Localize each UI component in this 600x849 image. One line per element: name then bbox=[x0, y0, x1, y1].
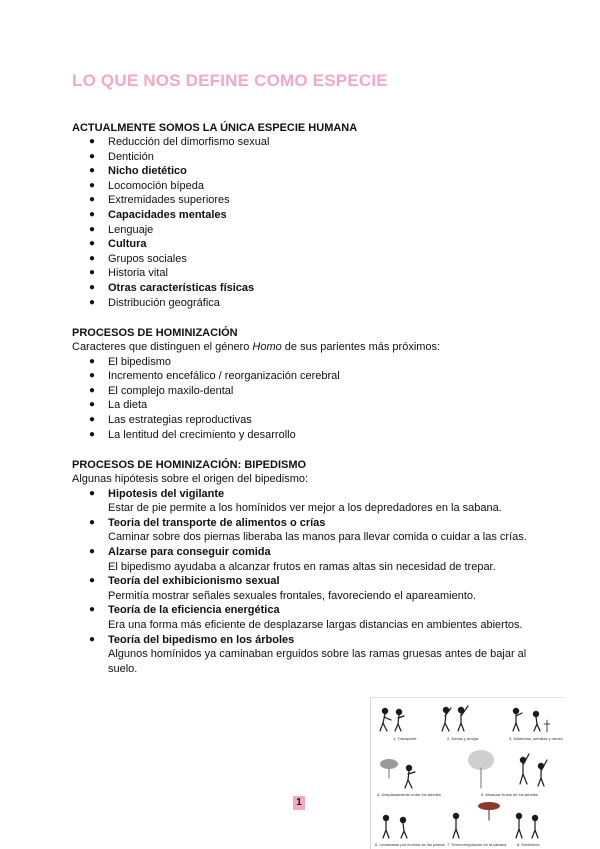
hypothesis-item: ● Hipotesis del vigilante Estar de pie permite a los homínidos ver mejor a los depredadores en la sabana. bbox=[89, 487, 502, 515]
section-hominization bbox=[72, 326, 542, 442]
list-item: ● Incremento encefálico / reorganización cerebral bbox=[89, 370, 340, 383]
figure-caption: 2. Armas y arrojar bbox=[447, 736, 479, 741]
bullet-icon: ● bbox=[89, 136, 96, 147]
list-item: ● La dieta bbox=[89, 399, 148, 412]
bullet-icon: ● bbox=[89, 516, 96, 528]
list-item: ● Capacidades mentales bbox=[89, 208, 227, 221]
bullet-icon: ● bbox=[89, 252, 96, 264]
hypothesis-item: ● Teoría del exhibicionismo sexual Permitía mostrar señales sexuales frontales, favoreciendo el apareamiento. bbox=[89, 575, 477, 602]
bullet-icon: ● bbox=[89, 223, 96, 235]
hypothesis-item: ● Teoria del transporte de alimentos o crías Caminar sobre dos piernas liberaba las manos para llevar comida o cuidar a las crías. bbox=[89, 516, 527, 544]
bullet-icon: ● bbox=[89, 370, 96, 382]
bullet-icon: ● bbox=[89, 296, 96, 308]
list-item: ● Extremidades superiores bbox=[89, 194, 230, 207]
page-number: 1 bbox=[293, 796, 305, 810]
bullet-icon: ● bbox=[89, 267, 96, 279]
list-item: ● El complejo maxilo-dental bbox=[89, 384, 234, 397]
figure-caption: 3. Alimentos, semillas y raíces bbox=[509, 736, 563, 741]
bullet-icon: ● bbox=[89, 413, 96, 425]
trait-list bbox=[72, 135, 542, 310]
figure-caption: 4. Desplazamiento entre los árboles bbox=[377, 792, 441, 797]
bullet-icon: ● bbox=[89, 179, 96, 191]
figure-caption: 6. Levantarse por encima de los pastos bbox=[375, 842, 445, 847]
bullet-icon: ● bbox=[89, 428, 96, 440]
section-bipedism bbox=[72, 458, 542, 676]
list-item: ● La lentitud del crecimiento y desarrollo bbox=[89, 428, 296, 441]
figure-caption: 8. Exhibición bbox=[517, 842, 540, 847]
bullet-icon: ● bbox=[89, 633, 96, 645]
list-item: ● Lenguaje bbox=[89, 223, 154, 236]
bullet-icon: ● bbox=[89, 575, 96, 587]
page-title: LO QUE NOS DEFINE COMO ESPECIE bbox=[72, 71, 388, 90]
bullet-icon: ● bbox=[89, 208, 96, 220]
bullet-icon: ● bbox=[89, 487, 96, 499]
hypothesis-item: ● Teoría de la eficiencia energética Era una forma más eficiente de desplazarse largas distancias en ambientes abiertos. bbox=[89, 604, 523, 631]
list-item: ● El bipedismo bbox=[89, 355, 171, 368]
hominid-figures-icon bbox=[371, 698, 564, 849]
section-species bbox=[72, 121, 542, 310]
figure-caption: 7. Termorregulación en la sabana bbox=[447, 842, 507, 847]
character-list bbox=[72, 355, 542, 443]
list-item: ● Locomoción bípeda bbox=[89, 179, 205, 192]
bullet-icon: ● bbox=[89, 238, 96, 250]
bullet-icon: ● bbox=[89, 194, 96, 206]
list-item: ● Dentición bbox=[89, 150, 154, 163]
list-item: ● Historia vital bbox=[89, 267, 168, 280]
list-item: ● Reducción del dimorfismo sexual bbox=[89, 136, 270, 148]
hypothesis-item: ● Alzarse para conseguir comida El bipedismo ayudaba a alcanzar frutos en ramas altas sin necesidad de trepar. bbox=[89, 545, 496, 573]
bullet-icon: ● bbox=[89, 604, 96, 616]
bullet-icon: ● bbox=[89, 281, 96, 293]
figure-caption: 5. Alcanzar frutos de los árboles bbox=[481, 792, 538, 797]
bullet-icon: ● bbox=[89, 150, 96, 162]
list-item: ● Cultura bbox=[89, 238, 147, 251]
list-item: ● Las estrategias reproductivas bbox=[89, 413, 252, 426]
bipedism-illustration bbox=[370, 697, 564, 849]
section-title: ACTUALMENTE SOMOS LA ÚNICA ESPECIE HUMANA bbox=[72, 122, 358, 134]
list-item: ● Grupos sociales bbox=[89, 252, 187, 265]
section-intro: Caracteres que distinguen el género Homo de sus parientes más próximos: bbox=[72, 341, 441, 353]
list-item: ● Distribución geográfica bbox=[89, 296, 220, 309]
hypothesis-list bbox=[72, 487, 542, 677]
bullet-icon: ● bbox=[89, 545, 96, 557]
section-title: PROCESOS DE HOMINIZACIÓN: BIPEDISMO bbox=[72, 459, 307, 471]
bullet-icon: ● bbox=[89, 355, 96, 367]
section-title: PROCESOS DE HOMINIZACIÓN bbox=[72, 327, 238, 339]
list-item: ● Otras características físicas bbox=[89, 281, 255, 294]
figure-caption: 1. Transporte bbox=[393, 736, 417, 741]
bullet-icon: ● bbox=[89, 384, 96, 396]
section-intro: Algunas hipótesis sobre el origen del bipedismo: bbox=[72, 473, 309, 485]
bullet-icon: ● bbox=[89, 399, 96, 411]
bullet-icon: ● bbox=[89, 165, 96, 177]
list-item: ● Nicho dietético bbox=[89, 165, 187, 178]
hypothesis-item: ● Teoría del bipedismo en los árboles Algunos homínidos ya caminaban erguidos sobre las ramas gruesas antes de bajar al suelo. bbox=[89, 633, 527, 675]
